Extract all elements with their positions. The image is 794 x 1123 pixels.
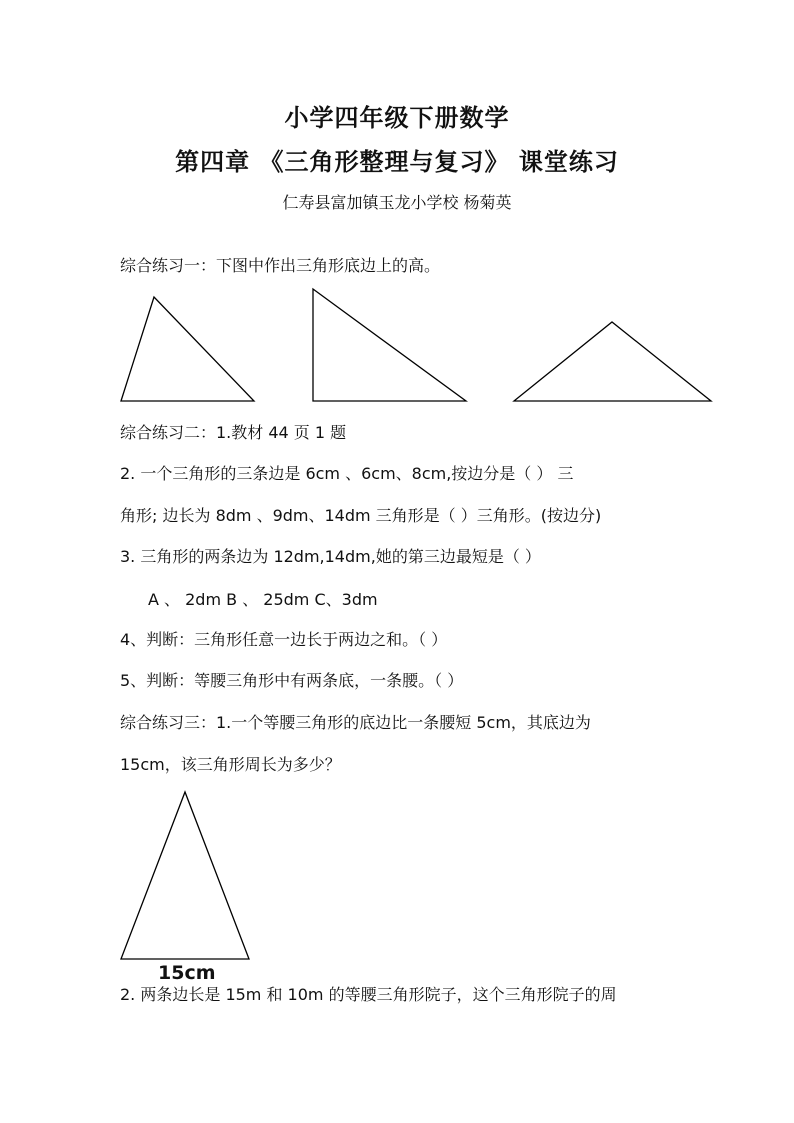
chapter-subtitle: 第四章 《三角形整理与复习》 课堂练习 xyxy=(175,148,619,176)
triangle-2 xyxy=(313,289,466,401)
question-2-line-1: 2. 一个三角形的三条边是 6cm 、6cm、8cm,按边分是（ ） 三 xyxy=(120,464,574,483)
isosceles-triangle xyxy=(121,792,249,959)
last-question: 2. 两条边长是 15m 和 10m 的等腰三角形院子，这个三角形院子的周 xyxy=(120,985,617,1004)
question-4: 4、判断：三角形任意一边长于两边之和。（ ） xyxy=(120,630,448,649)
exercise-3-line-2: 15cm，该三角形周长为多少？ xyxy=(120,755,341,774)
triangle-3 xyxy=(514,322,711,401)
triangle-1 xyxy=(121,297,254,401)
exercise-2-prompt: 综合练习二：1.教材 44 页 1 题 xyxy=(120,423,347,442)
question-3-options: A 、 2dm B 、 25dm C、3dm xyxy=(148,590,378,609)
question-3: 3. 三角形的两条边为 12dm,14dm,她的第三边最短是（ ） xyxy=(120,547,541,566)
author-line: 仁寿县富加镇玉龙小学校 杨菊英 xyxy=(282,193,512,212)
exercise-3-line-1: 综合练习三：1.一个等腰三角形的底边比一条腰短 5cm，其底边为 xyxy=(120,713,591,732)
question-2-line-2: 角形; 边长为 8dm 、9dm、14dm 三角形是（ ）三角形。(按边分) xyxy=(120,506,602,525)
exercise-1-prompt: 综合练习一：下图中作出三角形底边上的高。 xyxy=(120,256,441,275)
triangle-base-label: 15cm xyxy=(158,962,216,984)
page-title: 小学四年级下册数学 xyxy=(284,104,510,132)
question-5: 5、判断：等腰三角形中有两条底，一条腰。（ ） xyxy=(120,671,464,690)
